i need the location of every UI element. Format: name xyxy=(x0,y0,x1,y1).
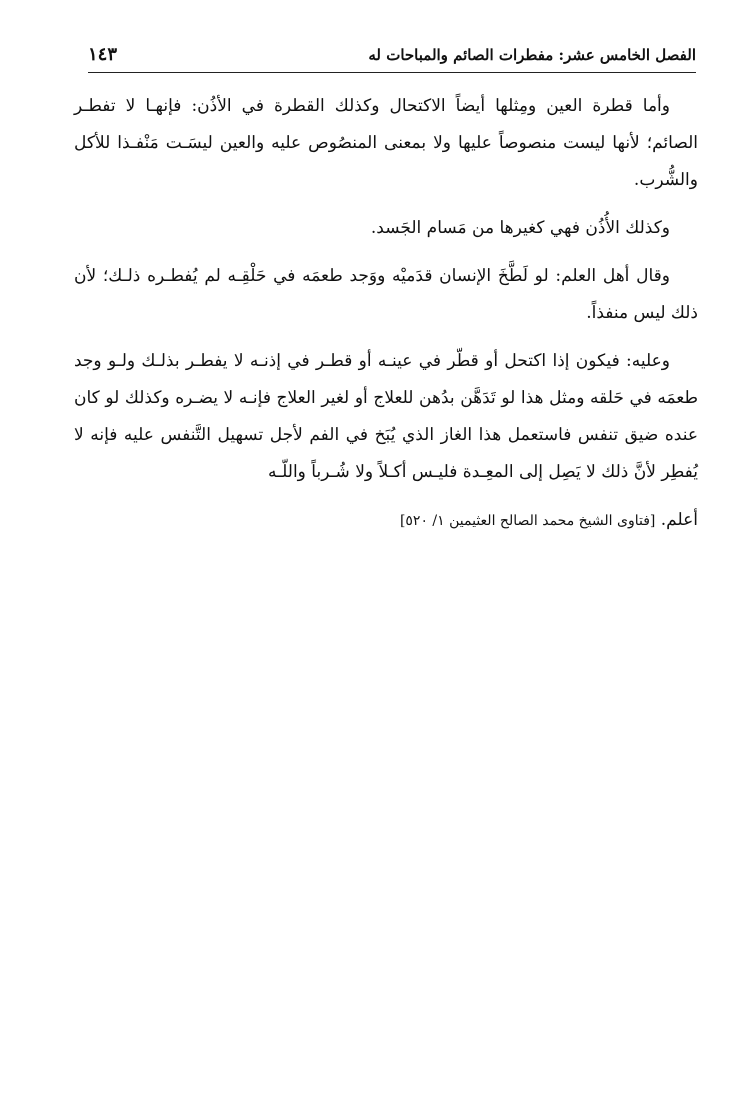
paragraph-scholars-opinion: وقال أهل العلم: لو لَطَّخَ الإنسان قدَميْه ووَجد طعمَه في حَلْقِـه لم يُفطـره ذلـك؛ لأن ذلك ليس منفذاً. xyxy=(74,266,698,323)
paragraph-eye-drops: وأما قطرة العين ومِثلها أيضاً الاكتحال وكذلك القطرة في الأذُن: فإنهـا لا تفطـر الصائم؛ لأنها ليست منصوصاً عليها ولا بمعنى المنصُوص عليه والعين ليسَـت مَنْفـذا للأكل والشُّرب. xyxy=(74,96,698,190)
running-head xyxy=(88,38,696,78)
paragraph-ear: وكذلك الأُذُن فهي كغيرها من مَسام الجَسد. xyxy=(370,218,670,238)
conclusion-text: وعليه: فيكون إذا اكتحل أو قطّر في عينـه أو قطـر في إذنـه لا يفطـر بذلـك ولـو وجد طعمَه في حَلقه ومثل هذا لو تَدَهَّن بدُهن للعلاج أو لغير العلاج فإنـه لا يضـره وكذلك لو كان عنده ضيق تنفس فاستعمل هذا الغاز الذي يُبَخ في الفم لأجل تسهيل التَّنفس عليه فإنه لا يُفطِر لأنَّ ذلك لا يَصِل إلى المعِـدة فليـس أكـلاً ولا شُـرباً واللّـه xyxy=(74,351,698,482)
body-text xyxy=(74,88,698,540)
closing-line xyxy=(74,502,698,540)
paragraph-conclusion xyxy=(74,343,698,491)
page-number: ١٤٣ xyxy=(88,44,118,65)
source-citation: [فتاوى الشيخ محمد الصالح العثيمين ١/ ٥٢٠] xyxy=(399,513,656,529)
closing-text: أعلم. xyxy=(660,510,698,530)
header-divider xyxy=(88,72,696,73)
chapter-running-title: الفصل الخامس عشر: مفطرات الصائم والمباحات له xyxy=(368,46,696,64)
